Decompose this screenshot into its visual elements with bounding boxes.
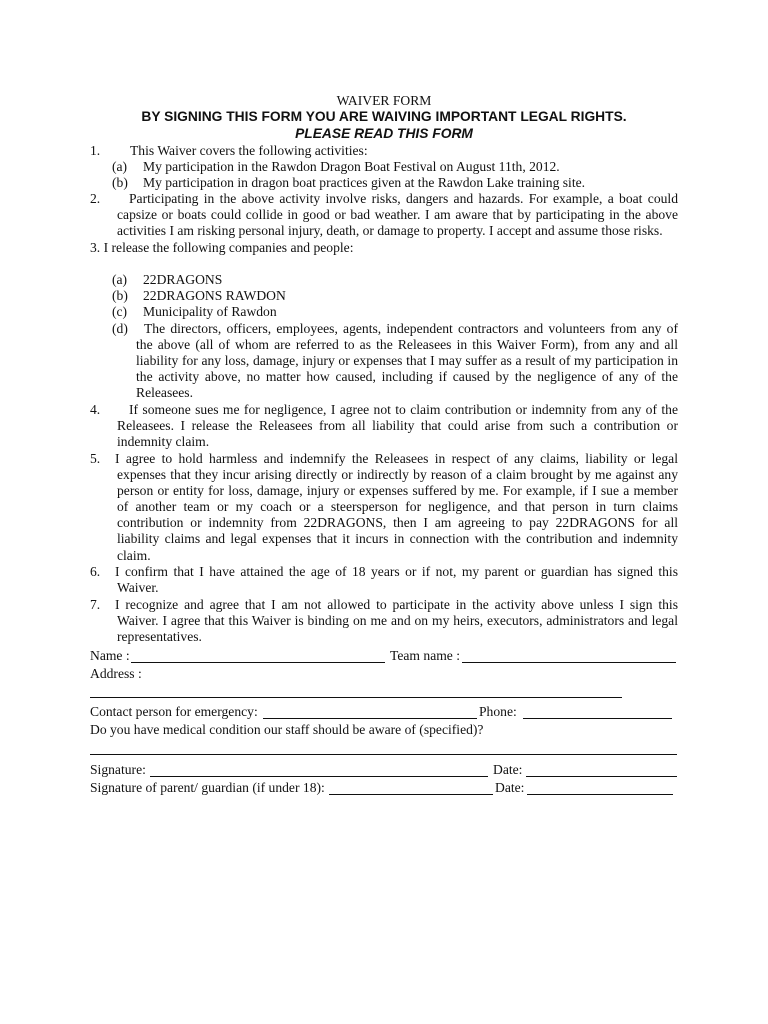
guardian-date-label: Date: bbox=[495, 780, 525, 795]
clause-1b-marker: (b) bbox=[112, 175, 128, 190]
clause-1a-text: My participation in the Rawdon Dragon Boat Festival on August 11th, 2012. bbox=[143, 159, 560, 174]
clause-2-text: Participating in the above activity involve risks, dangers and hazards. For example, a boat could capsize or boats could collide in good or bad weather. I am aware that by participating in the above activities I am risking personal injury, death, or damage to property. I accept and assume those risks. bbox=[117, 191, 678, 239]
team-name-label: Team name : bbox=[390, 648, 461, 663]
form-title: WAIVER FORM bbox=[336, 93, 432, 108]
guardian-date-field-line[interactable] bbox=[527, 794, 673, 795]
team-name-field-line[interactable] bbox=[462, 662, 676, 663]
medical-condition-label: Do you have medical condition our staff should be aware of (specified)? bbox=[90, 722, 484, 737]
clause-4-text: If someone sues me for negligence, I agree not to claim contribution or indemnity from any of the Releasees. I release the Releasees from all liability that could arise from such a contribution or indemnity claim. bbox=[117, 402, 678, 450]
address-label: Address : bbox=[90, 666, 142, 681]
phone-field-line[interactable] bbox=[523, 718, 672, 719]
guardian-signature-field-line[interactable] bbox=[329, 794, 493, 795]
clause-5-text: I agree to hold harmless and indemnify the Releasees in respect of any claims, liability or legal expenses that they incur arising directly or indirectly by reason of a claim brought by me against any person or entity for loss, damage, injury or expenses suffered by me. For example, if I sue a member of another team or my coach or a steersperson for negligence, and that person in turn claims contribution or indemnity from 22DRAGONS, then I am agreeing to pay 22DRAGONS for all liability claims and legal expenses that it incurs in connection with the contribution and indemnity claim. bbox=[115, 451, 678, 563]
date-field-line[interactable] bbox=[526, 776, 677, 777]
emergency-contact-field-line[interactable] bbox=[263, 718, 477, 719]
clause-6-number: 6. bbox=[90, 564, 101, 579]
clause-1a-marker: (a) bbox=[112, 159, 128, 174]
clause-1b-text: My participation in dragon boat practices given at the Rawdon Lake training site. bbox=[143, 175, 586, 190]
clause-3a-marker: (a) bbox=[112, 272, 128, 287]
signature-label: Signature: bbox=[90, 762, 146, 777]
guardian-signature-label: Signature of parent/ guardian (if under 18): bbox=[90, 780, 325, 795]
clause-1-text: This Waiver covers the following activities: bbox=[130, 143, 368, 158]
clause-7-text: I recognize and agree that I am not allowed to participate in the activity above unless I sign this Waiver. I agree that this Waiver is binding on me and on my heirs, executors, administrators and legal representatives. bbox=[115, 597, 678, 645]
read-form-heading: PLEASE READ THIS FORM bbox=[295, 126, 473, 141]
clause-6-text: I confirm that I have attained the age of 18 years or if not, my parent or guardian has signed this Waiver. bbox=[115, 564, 678, 596]
clause-1-number: 1. bbox=[90, 143, 101, 158]
emergency-contact-label: Contact person for emergency: bbox=[90, 704, 258, 719]
address-field-line[interactable] bbox=[90, 697, 622, 698]
date-label: Date: bbox=[493, 762, 523, 777]
clause-3d-marker: (d) bbox=[112, 321, 128, 336]
clause-3c-marker: (c) bbox=[112, 304, 128, 319]
name-field-line[interactable] bbox=[131, 662, 385, 663]
clause-4-number: 4. bbox=[90, 402, 101, 417]
clause-5-number: 5. bbox=[90, 451, 101, 466]
clause-3b-text: 22DRAGONS RAWDON bbox=[143, 288, 286, 303]
clause-3-text: 3. I release the following companies and people: bbox=[90, 240, 354, 255]
phone-label: Phone: bbox=[479, 704, 517, 719]
legal-warning-heading: BY SIGNING THIS FORM YOU ARE WAIVING IMPORTANT LEGAL RIGHTS. bbox=[141, 109, 627, 124]
clause-2-number: 2. bbox=[90, 191, 101, 206]
signature-field-line[interactable] bbox=[150, 776, 488, 777]
clause-7-number: 7. bbox=[90, 597, 101, 612]
name-label: Name : bbox=[90, 648, 130, 663]
clause-3a-text: 22DRAGONS bbox=[143, 272, 223, 287]
clause-3c-text: Municipality of Rawdon bbox=[143, 304, 277, 319]
clause-3d-text: The directors, officers, employees, agents, independent contractors and volunteers from any of the above (all of whom are referred to as the Releasees in this Waiver Form), from any and all liability for any loss, damage, injury or expenses that I may suffer as a result of my participation in the activity above, no matter how caused, including if caused by the negligence of any of the Releasees. bbox=[136, 321, 678, 401]
clause-3b-marker: (b) bbox=[112, 288, 128, 303]
medical-condition-field-line[interactable] bbox=[90, 754, 677, 755]
